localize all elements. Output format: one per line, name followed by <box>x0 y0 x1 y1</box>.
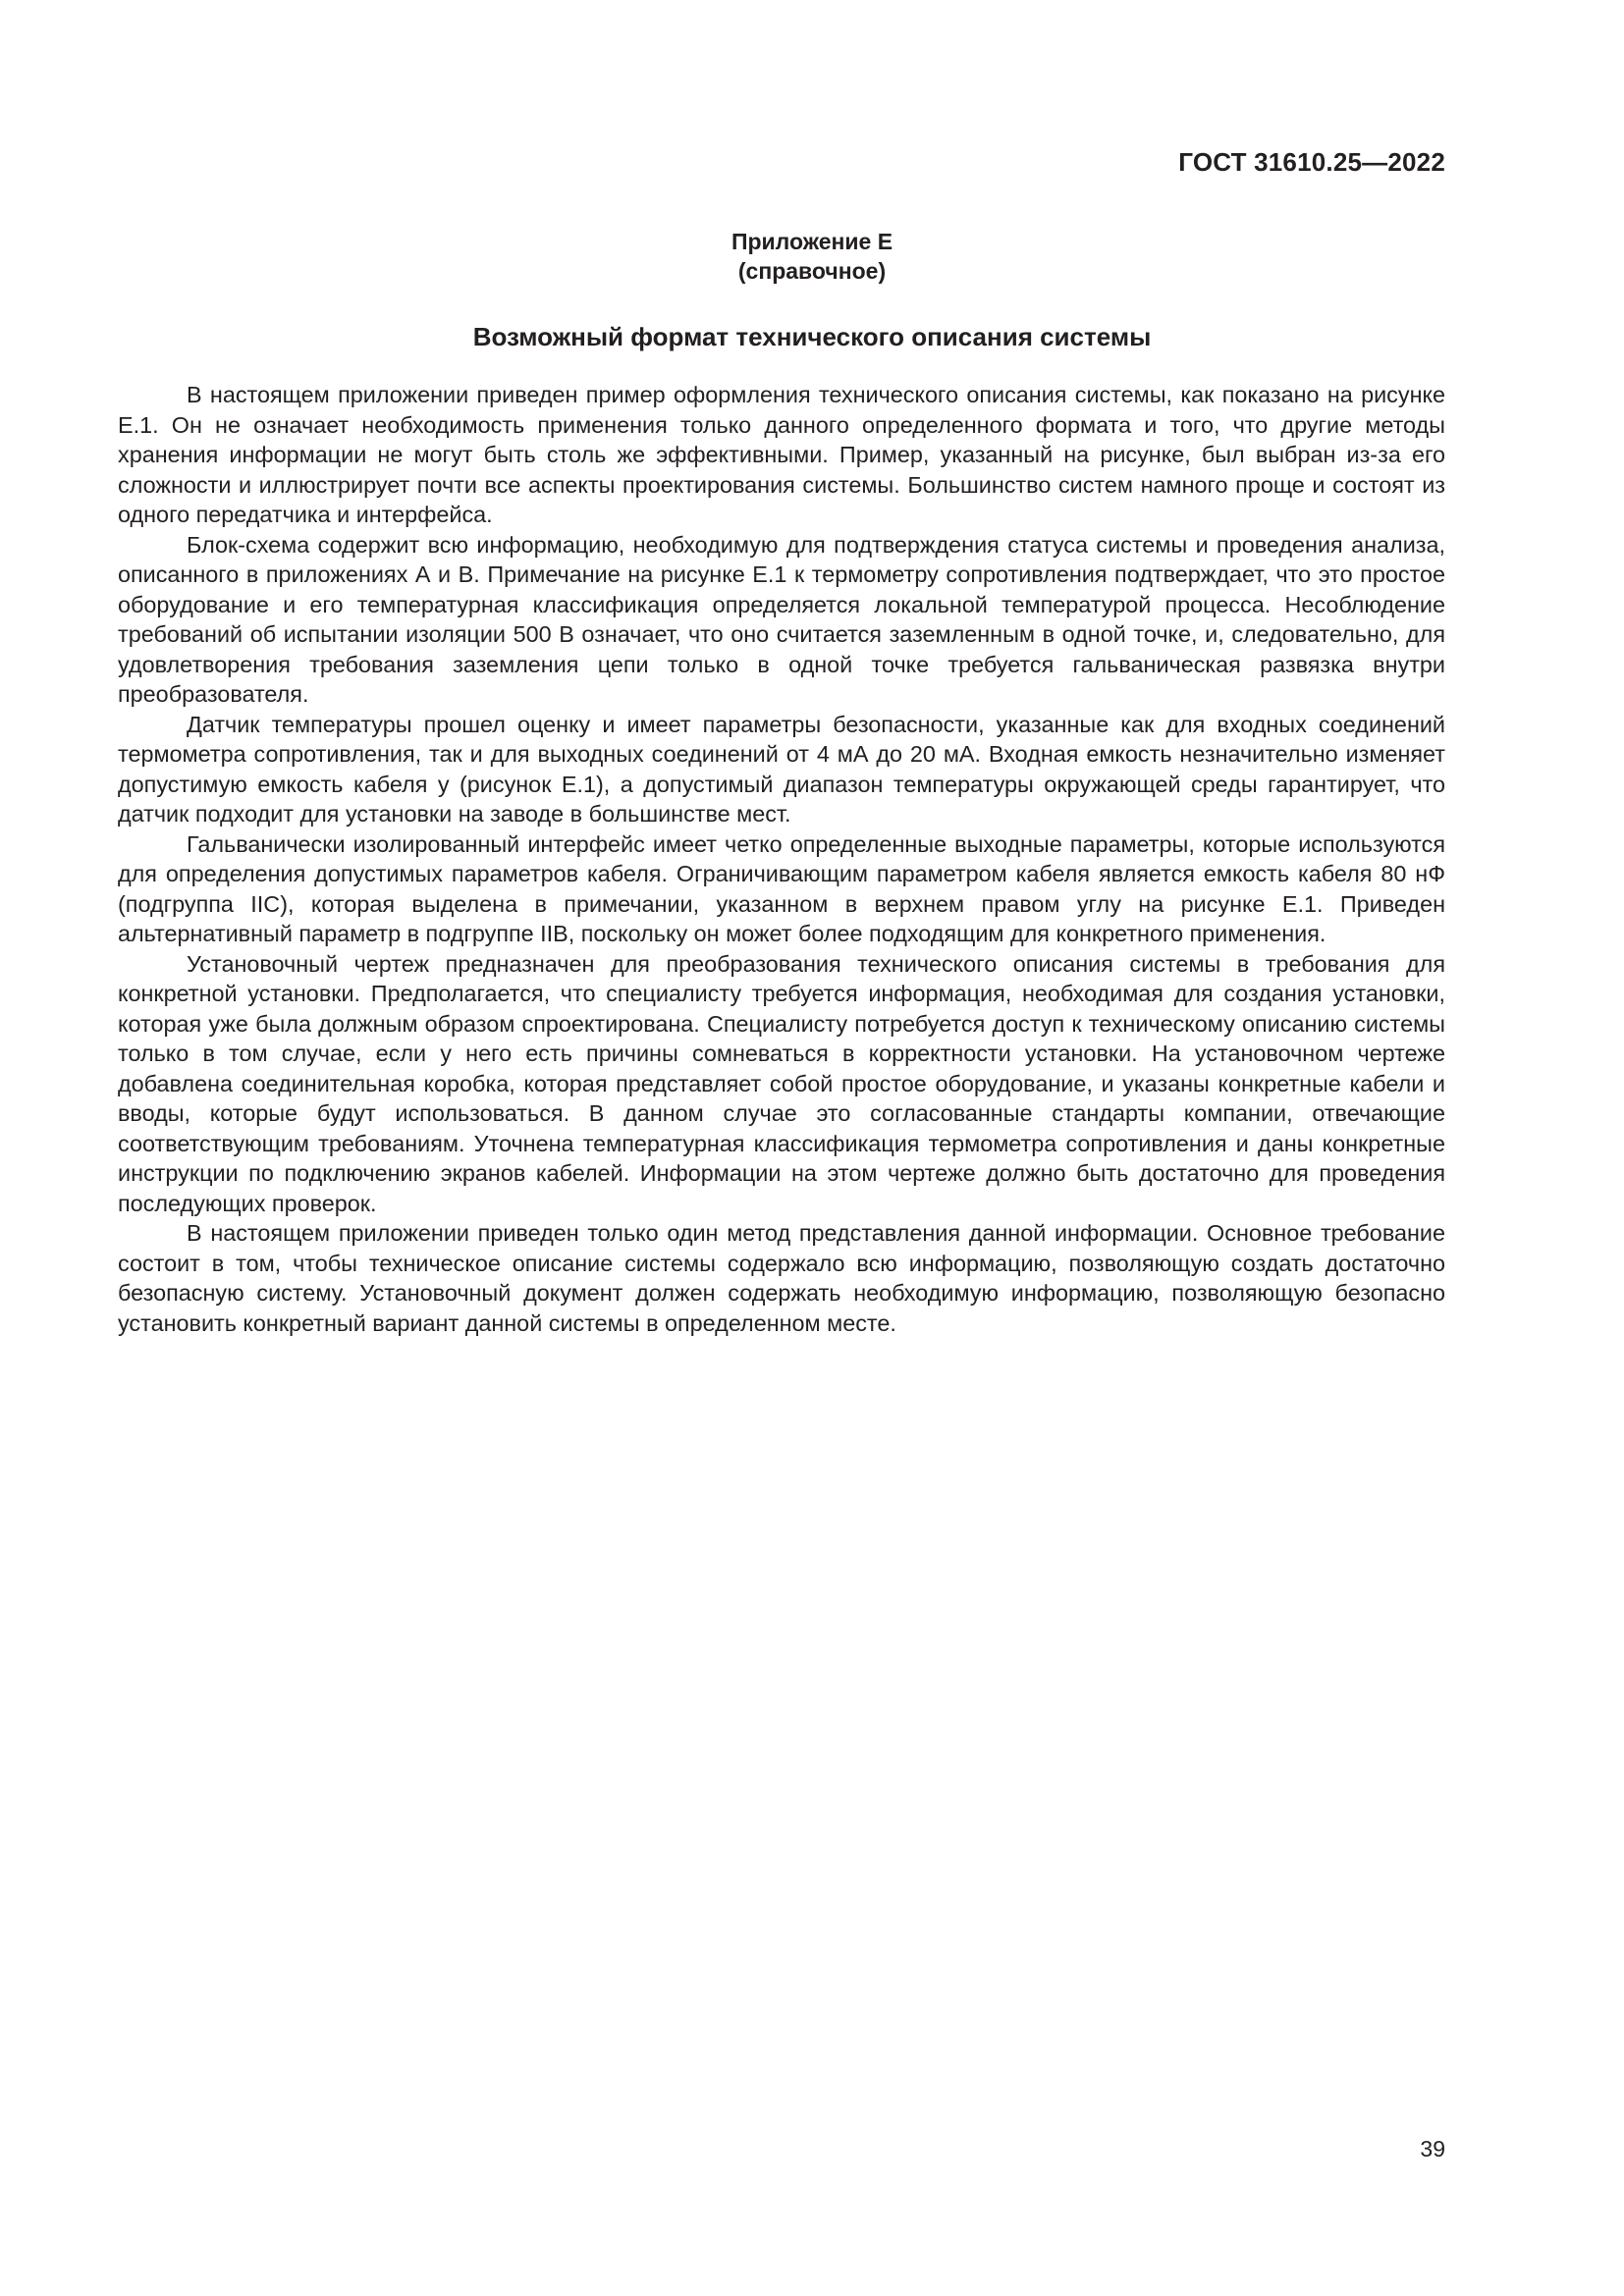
section-title: Возможный формат технического описания системы <box>472 322 1152 351</box>
standard-code-header: ГОСТ 31610.25—2022 <box>1178 147 1445 177</box>
paragraph: Гальванически изолированный интерфейс имеет четко определенные выходные параметры, которые используются для определения допустимых параметров кабеля. Ограничивающим параметром кабеля является емкость кабеля 80 нФ (подгруппа IIC), которая выделена в примечании, указанном в верхнем правом углу на рисунке Е.1. Приведен альтернативный параметр в подгруппе IIB, поскольку он может более подходящим для конкретного применения. <box>118 830 1445 946</box>
paragraph: Датчик температуры прошел оценку и имеет параметры безопасности, указанные как для входных соединений термометра сопротивления, так и для выходных соединений от 4 мА до 20 мА. Входная емкость незначительно изменяет допустимую емкость кабеля у (рисунок Е.1), а допустимый диапазон температуры окружающей среды гарантирует, что датчик подходит для установки на заводе в большинстве мест. <box>118 711 1445 827</box>
paragraph: Блок-схема содержит всю информацию, необходимую для подтверждения статуса системы и проведения анализа, описанного в приложениях А и В. Примечание на рисунке Е.1 к термометру сопротивления подтверждает, что это простое оборудование и его температурная классификация определяется локальной температурой процесса. Несоблюдение требований об испытании изоляции 500 В означает, что оно считается заземленным в одной точке, и, следовательно, для удовлетворения требования заземления цепи только в одной точке требуется гальваническая развязка внутри преобразователя. <box>118 531 1445 707</box>
appendix-heading <box>0 227 1624 286</box>
paragraph: В настоящем приложении приведен пример оформления технического описания системы, как показано на рисунке Е.1. Он не означает необходимость применения только данного определенного формата и того, что другие методы хранения информации не могут быть столь же эффективными. Пример, указанный на рисунке, был выбран из-за его сложности и иллюстрирует почти все аспекты проектирования системы. Большинство систем намного проще и состоят из одного передатчика и интерфейса. <box>118 382 1445 527</box>
page-number: 39 <box>1420 2136 1445 2162</box>
appendix-title: Приложение E <box>731 229 893 254</box>
body-text <box>118 380 1445 1338</box>
paragraph: Установочный чертеж предназначен для преобразования технического описания системы в требования для конкретной установки. Предполагается, что специалисту требуется информация, необходимая для создания установки, которая уже была должным образом спроектирована. Специалисту потребуется доступ к техническому описанию системы только в том случае, если у него есть причины сомневаться в корректности установки. На установочном чертеже добавлена соединительная коробка, которая представляет собой простое оборудование, и указаны конкретные кабели и вводы, которые будут использоваться. В данном случае это согласованные стандарты компании, отвечающие соответствующим требованиям. Уточнена температурная классификация термометра сопротивления и даны конкретные инструкции по подключению экранов кабелей. Информации на этом чертеже должно быть достаточно для проведения последующих проверок. <box>118 950 1445 1216</box>
paragraph: В настоящем приложении приведен только один метод представления данной информации. Основное требование состоит в том, чтобы техническое описание системы содержало всю информацию, позволяющую создать достаточно безопасную систему. Установочный документ должен содержать необходимую информацию, позволяющую безопасно установить конкретный вариант данной системы в определенном месте. <box>118 1220 1445 1336</box>
appendix-status: (справочное) <box>737 258 887 284</box>
